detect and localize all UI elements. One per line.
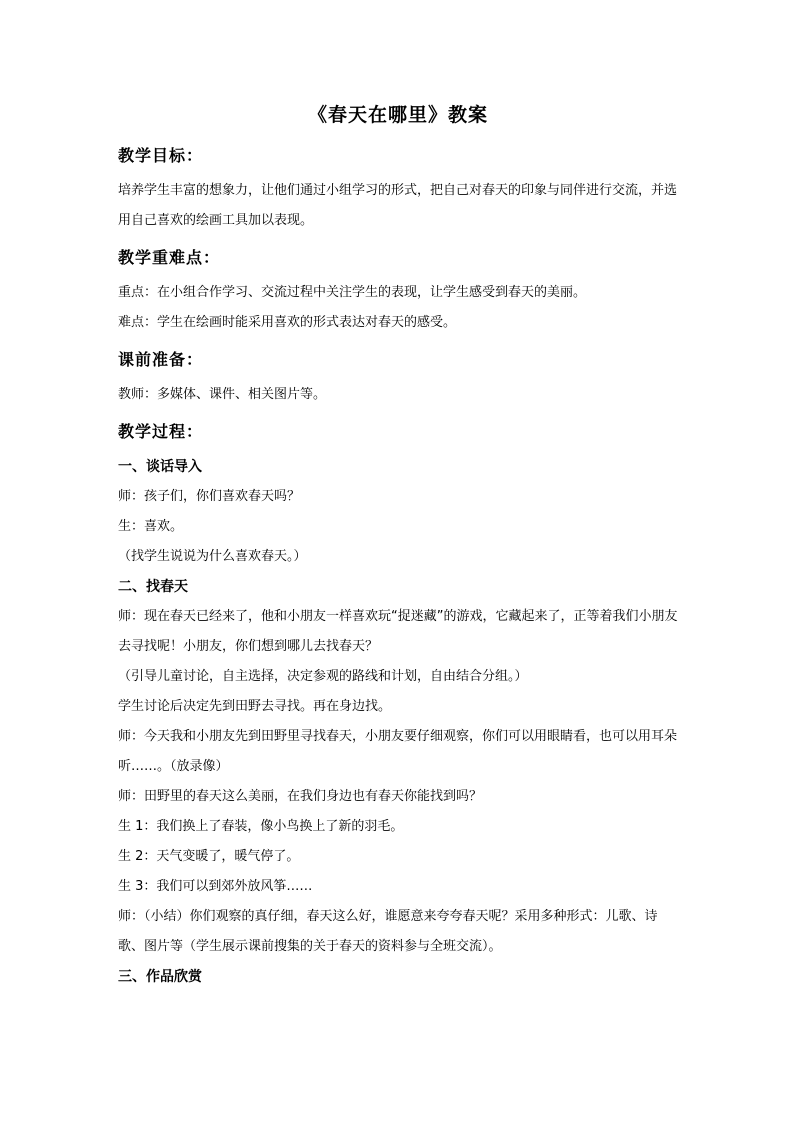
document-content bbox=[118, 100, 678, 992]
goals-text: 培养学生丰富的想象力，让他们通过小组学习的形式，把自己对春天的印象与同伴进行交流，并选用自己喜欢的绘画工具加以表现。 bbox=[118, 183, 678, 228]
process-line: 学生讨论后决定先到田野去寻找。再在身边找。 bbox=[118, 699, 392, 714]
process-line: 师：现在春天已经来了，他和小朋友一样喜欢玩“捉迷藏”的游戏，它藏起来了，正等着我们小朋友去寻找呢！小朋友，你们想到哪儿去找春天？ bbox=[118, 609, 678, 654]
process-line: （找学生说说为什么喜欢春天。） bbox=[118, 549, 307, 564]
process-line: 师：田野里的春天这么美丽，在我们身边也有春天你能找到吗？ bbox=[118, 789, 483, 804]
process-line: （引导儿童讨论，自主选择，决定参观的路线和计划，自由结合分组。） bbox=[118, 669, 528, 684]
process-line: 师：（小结）你们观察的真仔细，春天这么好，谁愿意来夸夸春天呢？采用多种形式：儿歌、诗歌、图片等（学生展示课前搜集的关于春天的资料参与全班交流）。 bbox=[118, 909, 658, 954]
process-part2-heading: 二、找春天 bbox=[118, 579, 188, 595]
process-line: 生 1：我们换上了春装，像小鸟换上了新的羽毛。 bbox=[118, 819, 404, 834]
process-part1-heading: 一、谈话导入 bbox=[118, 459, 202, 475]
preparation-text: 教师：多媒体、课件、相关图片等。 bbox=[118, 387, 327, 402]
process-line: 师：今天我和小朋友先到田野里寻找春天，小朋友要仔细观察，你们可以用眼睛看，也可以用耳朵听……。（放录像） bbox=[118, 729, 678, 774]
key-point-focus: 重点：在小组合作学习、交流过程中关注学生的表现，让学生感受到春天的美丽。 bbox=[118, 285, 587, 300]
process-line: 师：孩子们，你们喜欢春天吗？ bbox=[118, 489, 301, 504]
process-part3-heading: 三、作品欣赏 bbox=[118, 969, 202, 985]
section-heading-preparation: 课前准备： bbox=[118, 350, 204, 369]
key-point-difficulty: 难点：学生在绘画时能采用喜欢的形式表达对春天的感受。 bbox=[118, 315, 457, 330]
section-heading-key-points: 教学重难点： bbox=[118, 248, 221, 267]
document-title: 《春天在哪里》教案 bbox=[307, 104, 488, 126]
process-line: 生：喜欢。 bbox=[118, 519, 184, 534]
section-heading-process: 教学过程： bbox=[118, 422, 204, 441]
process-line: 生 2：天气变暖了，暖气停了。 bbox=[118, 849, 300, 864]
section-heading-goals: 教学目标： bbox=[118, 146, 204, 165]
process-line: 生 3：我们可以到郊外放风筝…… bbox=[118, 879, 313, 894]
